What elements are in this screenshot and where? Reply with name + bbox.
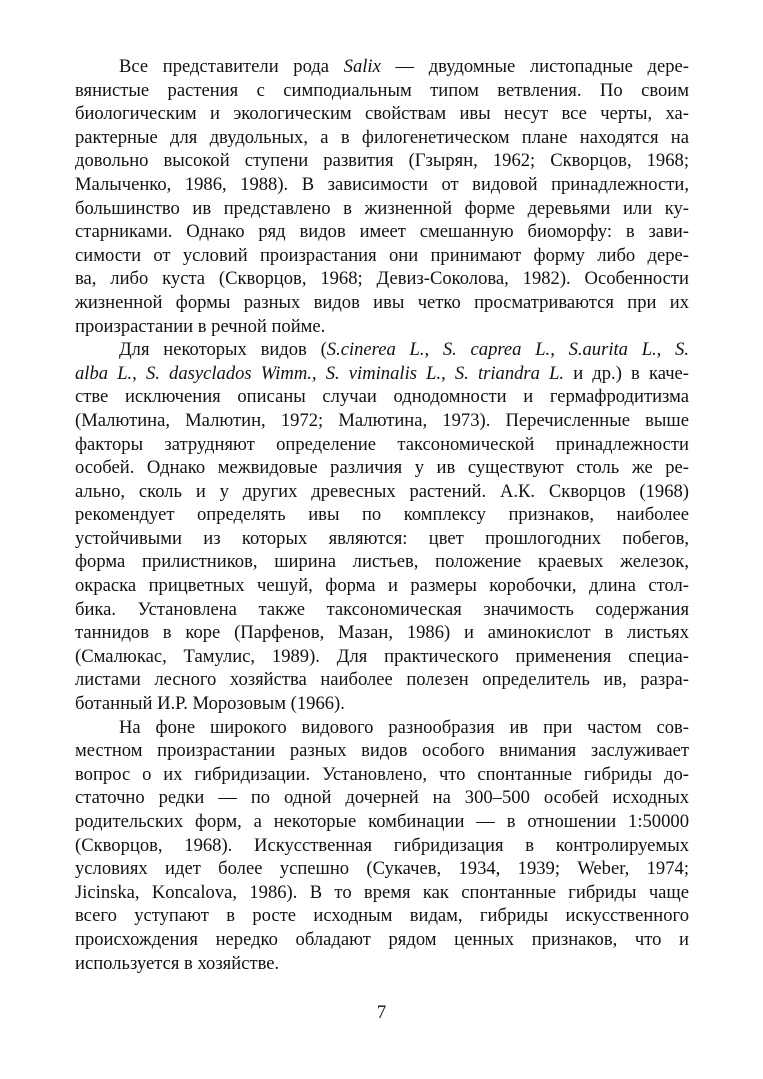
text-line	[75, 173, 689, 197]
text-segment: рактерные для двудольных, а в филогенетическом плане находятся на	[75, 126, 689, 148]
text-segment: симости от условий произрастания они принимают форму либо дере-	[75, 244, 689, 266]
text-segment: устойчивыми из которых являются: цвет прошлогодних побегов,	[75, 527, 689, 549]
text-segment: Все представители рода	[119, 56, 344, 77]
text-segment: жизненной формы разных видов ивы четко просматриваются при их	[75, 291, 689, 313]
text-line	[75, 456, 689, 480]
text-segment: ботанный И.Р. Морозовым (1966).	[75, 693, 345, 715]
text-segment: всего уступают в росте исходным видам, гибриды искусственного	[75, 905, 689, 927]
text-line	[75, 244, 689, 268]
text-line	[75, 786, 689, 810]
text-line	[75, 621, 689, 645]
text-line	[75, 692, 689, 716]
text-line	[75, 904, 689, 928]
text-segment: Малыченко, 1986, 1988). В зависимости от видовой принадлежности,	[75, 173, 689, 195]
text-line	[75, 645, 689, 669]
text-line	[75, 857, 689, 881]
text-segment: условиях идет более успешно (Сукачев, 1934, 1939; Weber, 1974;	[75, 858, 689, 880]
text-segment: довольно высокой ступени развития (Гзырян, 1962; Скворцов, 1968;	[75, 150, 689, 172]
text-segment: — двудомные листопадные дере-	[380, 56, 689, 77]
text-line	[75, 79, 689, 103]
text-line	[75, 220, 689, 244]
text-line	[75, 409, 689, 433]
text-line	[75, 881, 689, 905]
text-segment: большинство ив представлено в жизненной форме деревьями или ку-	[75, 197, 689, 219]
text-line	[75, 385, 689, 409]
text-segment: (Малютина, Малютин, 1972; Малютина, 1973). Перечисленные выше	[75, 409, 689, 431]
text-line	[75, 102, 689, 126]
text-segment: бика. Установлена также таксономическая значимость содержания	[75, 598, 689, 620]
text-line	[75, 598, 689, 622]
text-segment: листами лесного хозяйства наиболее полезен определитель ив, разра-	[75, 669, 689, 691]
text-line	[75, 433, 689, 457]
text-segment: Jicinska, Koncalova, 1986). В то время как спонтанные гибриды чаще	[75, 881, 689, 903]
text-segment: используется в хозяйстве.	[75, 952, 280, 974]
text-line	[75, 291, 689, 315]
text-line	[75, 338, 689, 362]
text-segment: ально, сколь и у других древесных растений. А.К. Скворцов (1968)	[75, 480, 689, 502]
italic-text: S.cinerea L., S. caprea L., S.aurita L., S.	[326, 339, 689, 361]
text-line	[75, 739, 689, 763]
text-segment: ва, либо куста (Скворцов, 1968; Девиз-Соколова, 1982). Особенности	[75, 268, 689, 290]
text-segment: Для некоторых видов (	[119, 339, 327, 361]
text-line	[75, 668, 689, 692]
text-segment: (Скворцов, 1968). Искусственная гибридизация в контролируемых	[75, 834, 689, 856]
text-line	[75, 810, 689, 834]
paragraph	[75, 338, 689, 716]
text-segment: родительских форм, а некоторые комбинации — в отношении 1:50000	[75, 811, 689, 832]
text-line	[75, 126, 689, 150]
text-line	[75, 928, 689, 952]
text-line	[75, 574, 689, 598]
text-segment: форма прилистников, ширина листьев, положение краевых железок,	[75, 551, 689, 573]
text-segment: и др.) в каче-	[564, 362, 689, 384]
text-segment: вопрос о их гибридизации. Установлено, что спонтанные гибриды до-	[75, 763, 689, 785]
text-segment: биологическим и экологическим свойствам ивы несут все черты, ха-	[75, 103, 689, 125]
text-line	[75, 716, 689, 740]
text-line	[75, 527, 689, 551]
text-line	[75, 149, 689, 173]
text-line	[75, 480, 689, 504]
text-segment: стве исключения описаны случаи однодомности и гермафродитизма	[75, 386, 689, 408]
text-line	[75, 267, 689, 291]
text-line	[75, 315, 689, 339]
text-segment: произрастании в речной пойме.	[75, 315, 326, 337]
text-segment: местном произрастании разных видов особого внимания заслуживает	[75, 740, 689, 762]
text-segment: статочно редки — по одной дочерней на 300–500 особей исходных	[75, 787, 689, 809]
text-segment: На фоне широкого видового разнообразия ив при частом сов-	[119, 716, 689, 738]
italic-text: alba L., S. dasyclados Wimm., S. viminalis L., S. triandra L.	[75, 362, 565, 384]
text-segment: особей. Однако межвидовые различия у ив существуют столь же ре-	[75, 457, 689, 479]
text-segment: вянистые растения с симподиальным типом ветвления. По своим	[75, 79, 689, 101]
text-segment: старниками. Однако ряд видов имеет смешанную биоморфу: в зави-	[75, 221, 689, 243]
page-number: 7	[376, 1002, 387, 1023]
text-line	[75, 763, 689, 787]
paragraph	[75, 716, 689, 976]
text-line	[75, 503, 689, 527]
text-line	[75, 197, 689, 221]
text-segment: таннидов в коре (Парфенов, Мазан, 1986) и аминокислот в листьях	[75, 622, 689, 644]
text-line	[75, 952, 689, 976]
italic-text: Salix	[343, 56, 381, 77]
text-line	[75, 550, 689, 574]
paragraph	[75, 55, 689, 338]
text-segment: рекомендует определять ивы по комплексу признаков, наиболее	[75, 504, 689, 526]
text-segment: (Смалюкас, Тамулис, 1989). Для практического применения специа-	[75, 645, 689, 667]
text-line	[75, 834, 689, 858]
text-line	[75, 362, 689, 386]
text-segment: факторы затрудняют определение таксономической принадлежности	[75, 433, 689, 455]
text-segment: происхождения нередко обладают рядом ценных признаков, что и	[75, 928, 689, 950]
page-body-text	[75, 55, 689, 975]
text-segment: окраска прицветных чешуй, форма и размеры коробочки, длина стол-	[75, 575, 689, 597]
text-line	[75, 55, 689, 79]
